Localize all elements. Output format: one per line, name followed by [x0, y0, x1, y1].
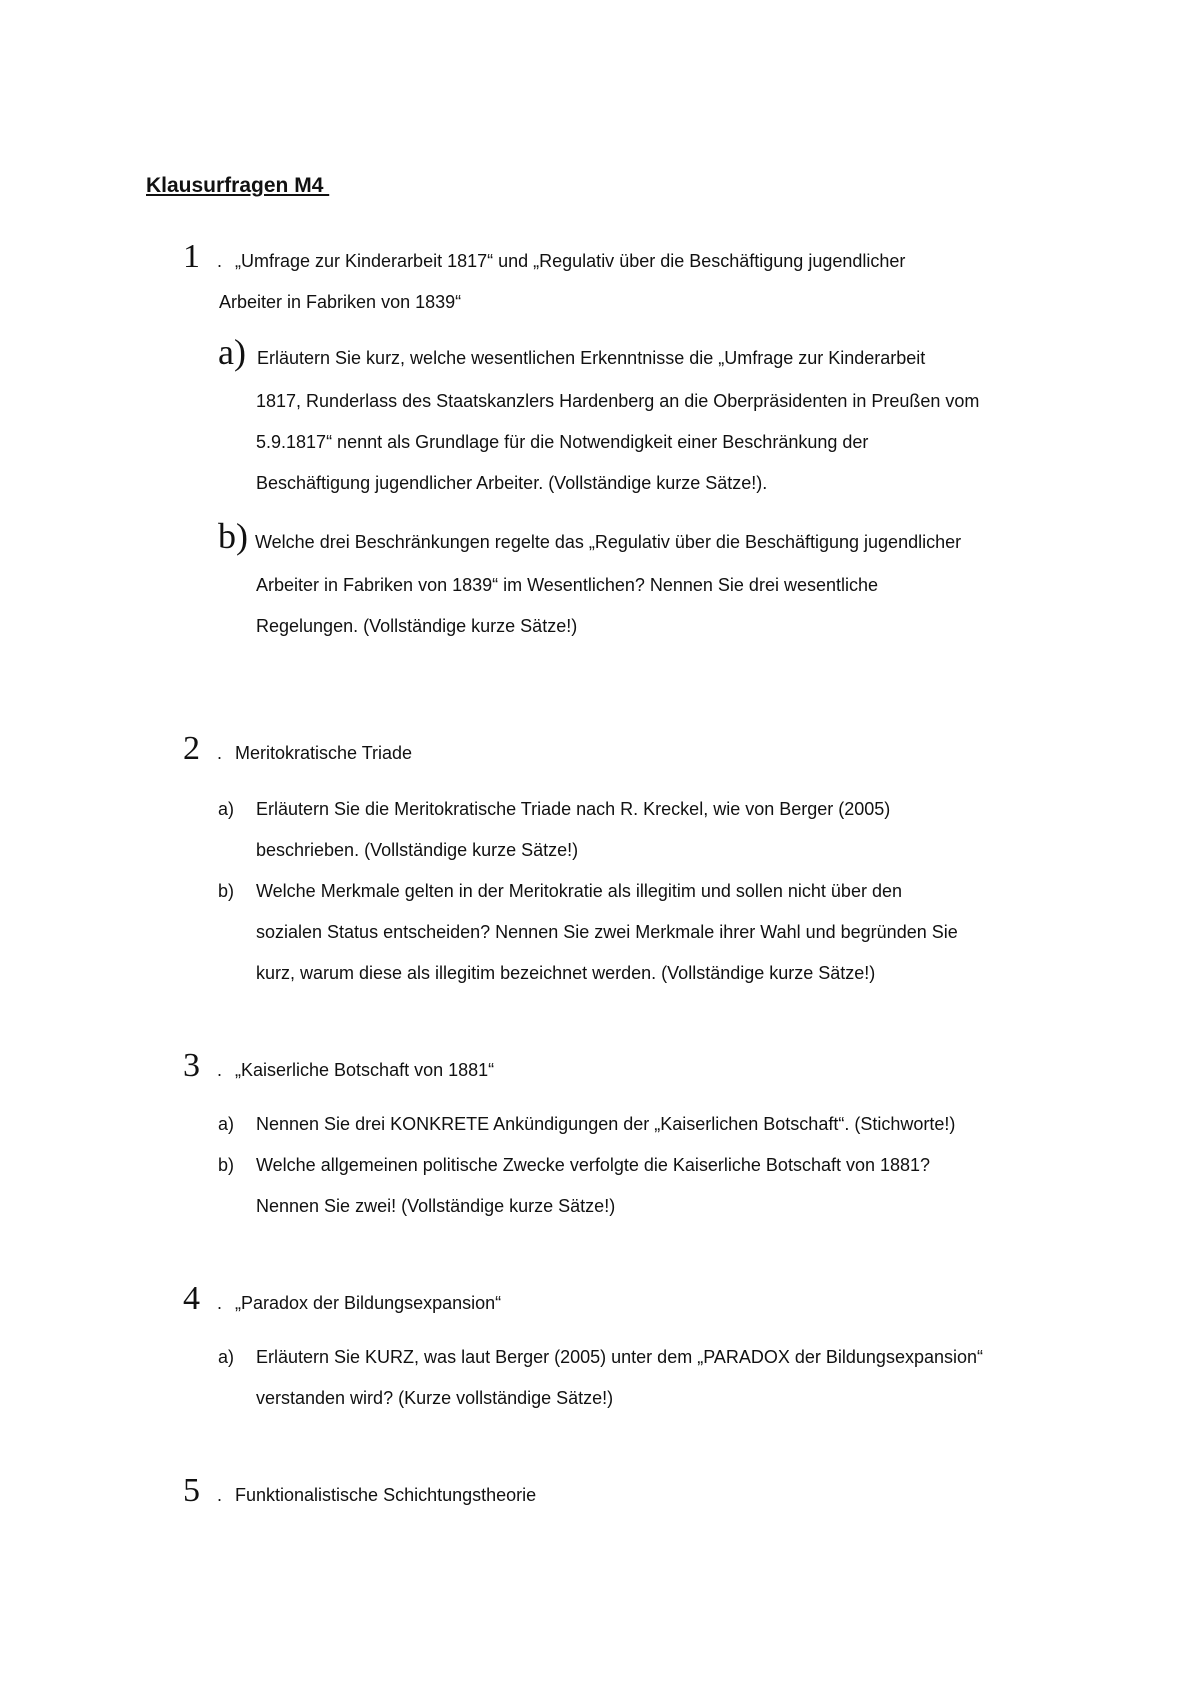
question-number-dot: .: [217, 1293, 223, 1313]
subquestion-letter: a): [218, 1347, 235, 1367]
question-number-dot: .: [217, 1485, 223, 1505]
subquestion-letter: a): [218, 1114, 235, 1134]
question-number: 4: [183, 1280, 200, 1317]
subquestion-line: Nennen Sie drei KONKRETE Ankündigungen der „Kaiserlichen Botschaft“. (Stichworte!): [256, 1114, 956, 1134]
subquestion-line: verstanden wird? (Kurze vollständige Sätze!): [256, 1388, 614, 1408]
question-number: 2: [183, 730, 200, 767]
question-number: 5: [183, 1472, 200, 1509]
question-title-line: Arbeiter in Fabriken von 1839“: [219, 292, 462, 312]
subquestion-line: beschrieben. (Vollständige kurze Sätze!): [256, 840, 579, 860]
page-title: Klausurfragen M4: [146, 174, 330, 197]
subquestion-letter: a): [218, 799, 235, 819]
subquestion-line: Erläutern Sie KURZ, was laut Berger (2005) unter dem „PARADOX der Bildungsexpansion“: [256, 1347, 983, 1367]
subquestion-letter: a): [218, 332, 246, 372]
question-title: „Paradox der Bildungsexpansion“: [235, 1293, 502, 1313]
question-3-header: [183, 1049, 494, 1083]
subquestion-line: Welche drei Beschränkungen regelte das „Regulativ über die Beschäftigung jugendlicher: [255, 532, 962, 552]
question-1-header: [183, 240, 905, 274]
question-title-line: „Umfrage zur Kinderarbeit 1817“ und „Regulativ über die Beschäftigung jugendlicher: [235, 251, 906, 271]
question-number: 1: [183, 238, 200, 275]
subquestion-line: sozialen Status entscheiden? Nennen Sie zwei Merkmale ihrer Wahl und begründen Sie: [256, 922, 958, 942]
subquestion-letter: b): [218, 881, 235, 901]
question-number-dot: .: [217, 1060, 223, 1080]
question-title: Meritokratische Triade: [235, 743, 413, 763]
subquestion-letter: b): [218, 1155, 235, 1175]
subquestion-line: Beschäftigung jugendlicher Arbeiter. (Vollständige kurze Sätze!).: [256, 473, 768, 493]
question-5-header: [183, 1474, 536, 1508]
subquestion-line: Erläutern Sie die Meritokratische Triade nach R. Kreckel, wie von Berger (2005): [256, 799, 891, 819]
question-title: „Kaiserliche Botschaft von 1881“: [235, 1060, 495, 1080]
subquestion-line: kurz, warum diese als illegitim bezeichnet werden. (Vollständige kurze Sätze!): [256, 963, 876, 983]
question-4-header: [183, 1282, 501, 1316]
subquestion-line: Nennen Sie zwei! (Vollständige kurze Sätze!): [256, 1196, 616, 1216]
question-title: Funktionalistische Schichtungstheorie: [235, 1485, 537, 1505]
subquestion-line: Welche Merkmale gelten in der Meritokratie als illegitim und sollen nicht über den: [256, 881, 902, 901]
subquestion-line: 1817, Runderlass des Staatskanzlers Hardenberg an die Oberpräsidenten in Preußen vom: [256, 391, 980, 411]
subquestion-line: 5.9.1817“ nennt als Grundlage für die Notwendigkeit einer Beschränkung der: [256, 432, 869, 452]
question-number-dot: .: [217, 251, 223, 271]
subquestion-letter: b): [218, 516, 248, 556]
question-number: 3: [183, 1047, 200, 1084]
subquestion-line: Welche allgemeinen politische Zwecke verfolgte die Kaiserliche Botschaft von 1881?: [256, 1155, 931, 1175]
question-2-header: [183, 732, 412, 766]
subquestion-line: Erläutern Sie kurz, welche wesentlichen Erkenntnisse die „Umfrage zur Kinderarbeit: [257, 348, 926, 368]
subquestion-line: Arbeiter in Fabriken von 1839“ im Wesentlichen? Nennen Sie drei wesentliche: [256, 575, 879, 595]
subquestion-line: Regelungen. (Vollständige kurze Sätze!): [256, 616, 578, 636]
question-number-dot: .: [217, 743, 223, 763]
